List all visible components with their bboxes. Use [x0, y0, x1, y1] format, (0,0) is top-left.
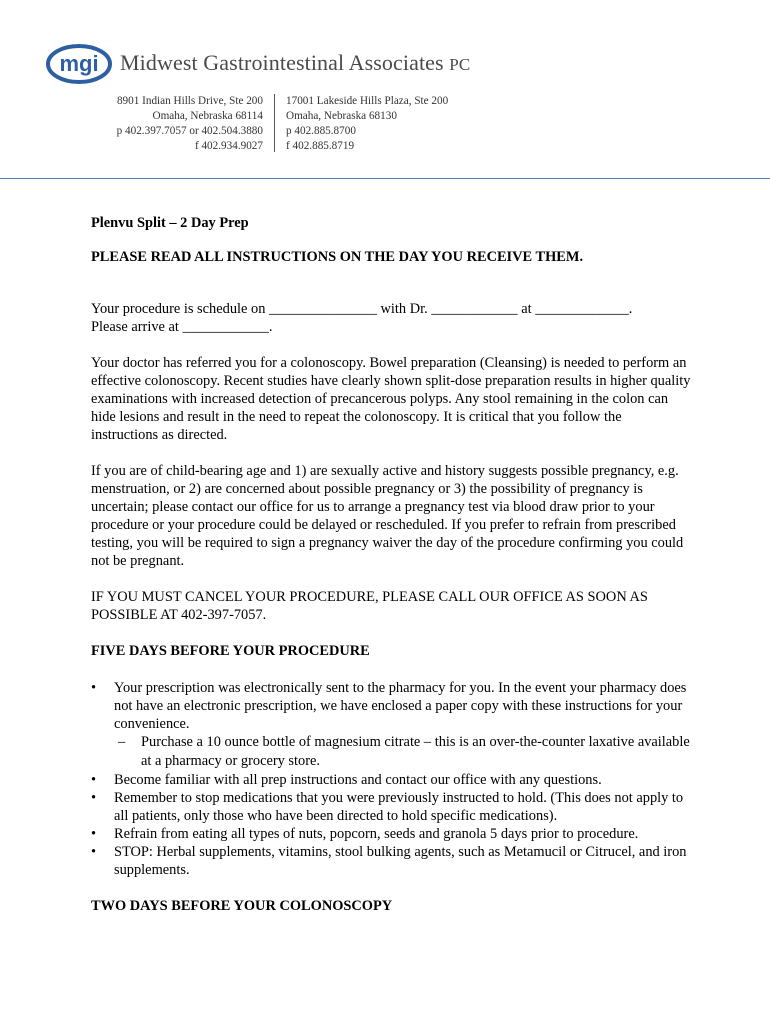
list-item-text: Remember to stop medications that you were previously instructed to hold. (This does not apply to all patients, only those who have been directed to hold specific medications). — [114, 790, 684, 824]
address-right — [286, 94, 486, 154]
list-item — [91, 679, 691, 771]
schedule-line: Your procedure is schedule on _______________ with Dr. ____________ at _____________. — [91, 301, 633, 317]
list-item — [91, 789, 691, 825]
address-right-line: 17001 Lakeside Hills Plaza, Ste 200 — [286, 95, 449, 107]
cancel-notice: IF YOU MUST CANCEL YOUR PROCEDURE, PLEASE CALL OUR OFFICE AS SOON AS POSSIBLE AT 402-397-7057. — [91, 589, 648, 623]
header-divider — [0, 178, 770, 179]
address-right-line: Omaha, Nebraska 68130 — [286, 110, 397, 122]
address-right-line: f 402.885.8719 — [286, 140, 355, 152]
list-item — [91, 825, 691, 843]
pregnancy-paragraph: If you are of child-bearing age and 1) are sexually active and history suggests possible pregnancy, e.g. menstruation, or 2) are concerned about possible pregnancy or 3) the possibility of pregnancy is uncertain; please contact our office for us to arrange a pregnancy test via blood draw prior to your procedure or your procedure could be delayed or rescheduled. If you prefer to refrain from prescribed testing, you will be required to sign a pregnancy waiver the day of the procedure confirming you could not be pregnant. — [91, 463, 684, 569]
sub-list-item — [114, 733, 691, 771]
address-left-line: f 402.934.9027 — [194, 140, 263, 152]
list-item-text: Refrain from eating all types of nuts, popcorn, seeds and granola 5 days prior to procedure. — [114, 826, 639, 842]
address-divider — [274, 94, 275, 152]
sub-list-item-text: Purchase a 10 ounce bottle of magnesium citrate – this is an over-the-counter laxative available at a pharmacy or grocery store. — [141, 734, 690, 769]
five-days-list — [91, 679, 691, 879]
list-item-text: Your prescription was electronically sent to the pharmacy for you. In the event your pharmacy does not have an electronic prescription, we have enclosed a paper copy with these instructions for your convenience. — [114, 680, 687, 732]
company-name-text: Midwest Gastrointestinal Associates — [120, 50, 444, 75]
company-name — [120, 50, 470, 76]
bullet-icon: • — [91, 772, 97, 788]
read-instructions-notice: PLEASE READ ALL INSTRUCTIONS ON THE DAY YOU RECEIVE THEM. — [91, 249, 584, 265]
list-item-text: Become familiar with all prep instructions and contact our office with any questions. — [114, 772, 602, 788]
bullet-icon: • — [91, 844, 97, 860]
company-suffix: PC — [449, 55, 471, 74]
letterhead-logo — [46, 44, 686, 84]
mgi-logo-icon — [46, 44, 116, 84]
dash-icon: – — [118, 734, 126, 750]
section-five-days-heading: FIVE DAYS BEFORE YOUR PROCEDURE — [91, 643, 370, 659]
logo-text: mgi — [59, 51, 99, 76]
bullet-icon: • — [91, 790, 97, 806]
bullet-icon: • — [91, 680, 97, 696]
address-left-line: p 402.397.7057 or 402.504.3880 — [116, 125, 263, 137]
document-title: Plenvu Split – 2 Day Prep — [91, 215, 249, 231]
list-item — [91, 771, 691, 789]
section-two-days-heading: TWO DAYS BEFORE YOUR COLONOSCOPY — [91, 898, 393, 914]
address-left-line: 8901 Indian Hills Drive, Ste 200 — [116, 95, 263, 107]
referral-paragraph: Your doctor has referred you for a colonoscopy. Bowel preparation (Cleansing) is needed to perform an effective colonoscopy. Recent studies have clearly shown split-dose preparation results in higher quality examinations with increased detection of precancerous polyps. Any stool remaining in the colon can hide lesions and result in the need to repeat the colonoscopy. It is critical that you follow the instructions as directed. — [91, 355, 691, 443]
sub-list — [114, 733, 691, 771]
address-left — [100, 94, 263, 154]
arrival-line: Please arrive at ____________. — [91, 319, 273, 335]
list-item — [91, 843, 691, 879]
list-item-text: STOP: Herbal supplements, vitamins, stool bulking agents, such as Metamucil or Citrucel, and iron supplements. — [114, 844, 687, 878]
document-body — [91, 214, 691, 915]
address-right-line: p 402.885.8700 — [286, 125, 356, 137]
bullet-icon: • — [91, 826, 97, 842]
address-left-line: Omaha, Nebraska 68114 — [152, 110, 263, 122]
